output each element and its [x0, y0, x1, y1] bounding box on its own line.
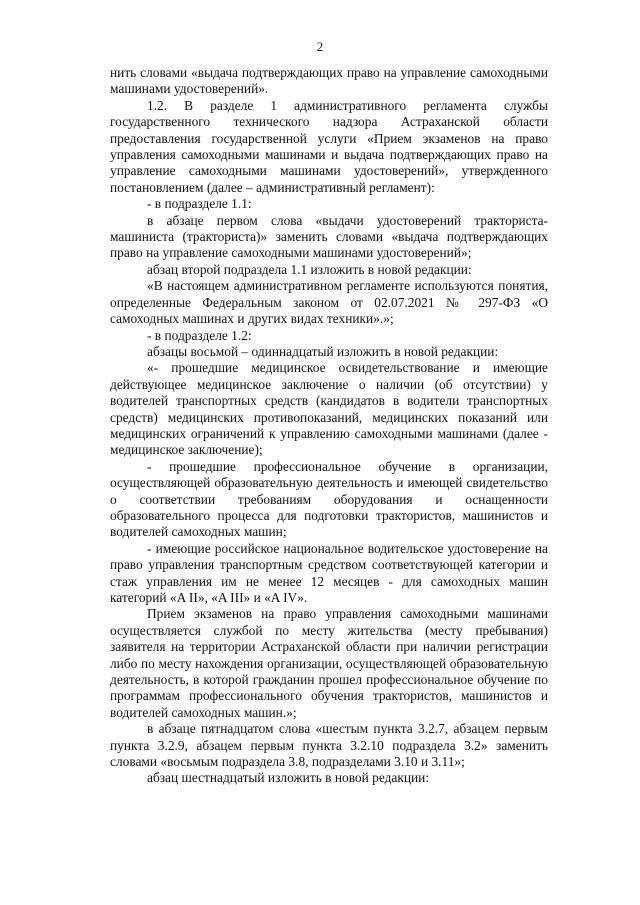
paragraph: «- прошедшие медицинское освидетельствование и имеющие действующее медицинское заключение о наличии (об отсутствии) у водителей транспортных средств (кандидатов в водители транспортных средств) медицинских противопоказаний, медицинских показаний или медицинских ограничений к управлению самоходными машинами (далее - медицинское заключение);	[110, 360, 548, 458]
paragraph: - имеющие российское национальное водительское удостоверение на право управления транспортным средством соответствующей категории и стаж управления им не менее 12 месяцев - для самоходных машин категорий «A II», «A III» и «A IV».	[110, 540, 548, 605]
paragraph: - в подразделе 1.1:	[147, 196, 252, 212]
paragraph: - прошедшие профессиональное обучение в организации, осуществляющей образовательную деятельность и имеющей свидетельство о соответствии требованиям оборудования и оснащенности образовательного процесса для подготовки трактористов, машинистов и водителей самоходных машин;	[110, 458, 548, 540]
document-body	[110, 65, 548, 787]
paragraph: абзац шестнадцатый изложить в новой редакции:	[147, 770, 430, 786]
paragraph: нить словами «выдача подтверждающих право на управление самоходными машинами удостоверений».	[110, 65, 548, 97]
page-number: 2	[316, 39, 324, 54]
paragraph: «В настоящем административном регламенте используются понятия, определенные Федеральным законом от 02.07.2021 № 297-ФЗ «О самоходных машинах и других видах техники».»;	[110, 278, 548, 327]
paragraph: - в подразделе 1.2:	[147, 327, 252, 343]
paragraph: 1.2. В разделе 1 административного регламента службы государственного технического надзора Астраханской области предоставления государственной услуги «Прием экзаменов на право управления самоходными машинами и выдача подтверждающих право на управление самоходными машинами удостоверений», утвержденного постановлением (далее – административный регламент):	[110, 97, 548, 195]
paragraph: абзацы восьмой – одиннадцатый изложить в новой редакции:	[147, 343, 499, 359]
paragraph: в абзаце первом слова «выдачи удостоверений тракториста-машиниста (тракториста)» заменить словами «выдача подтверждающих право на управление самоходными машинами удостоверений»;	[110, 212, 548, 261]
paragraph: абзац второй подраздела 1.1 изложить в новой редакции:	[147, 261, 472, 277]
paragraph: в абзаце пятнадцатом слова «шестым пункта 3.2.7, абзацем первым пункта 3.2.9, абзацем первым пункта 3.2.10 подраздела 3.2» заменить словами «восьмым подраздела 3.8, подразделами 3.10 и 3.11»;	[110, 721, 548, 770]
paragraph: Прием экзаменов на право управления самоходными машинами осуществляется службой по месту жительства (месту пребывания) заявителя на территории Астраханской области при наличии регистрации либо по месту нахождения организации, осуществляющей образовательную деятельность, в которой гражданин прошел профессиональное обучение по программам профессионального обучения трактористов, машинистов и водителей самоходных машин.»;	[110, 606, 548, 720]
